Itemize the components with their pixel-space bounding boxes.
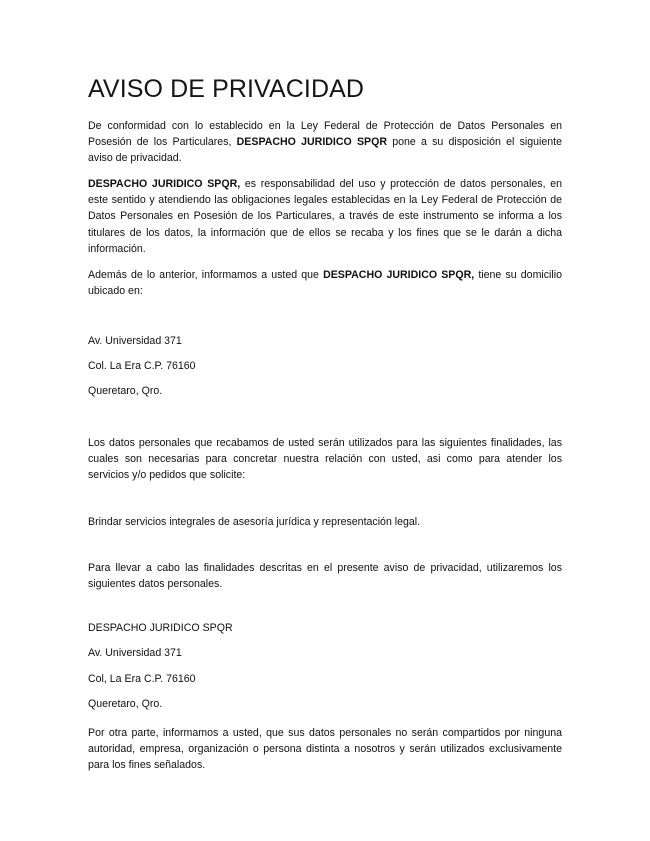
company-name-line: DESPACHO JURIDICO SPQR bbox=[88, 622, 233, 635]
paragraph-responsibility-text: es responsabilidad del uso y protección de datos personales, en este sentido y atendiendo las obligaciones legales establecidas en la Ley Federal de Protección de Datos Personales en Posesión de los Particulares, a través de este instrumento se informa a los titulares de los datos, la información que de ellos se recaba y los fines que se le darán a dicha información. bbox=[88, 178, 562, 255]
spacer bbox=[88, 530, 562, 560]
address-block-second bbox=[88, 616, 562, 717]
spacer bbox=[88, 602, 562, 616]
document-body bbox=[88, 74, 562, 783]
paragraph-intro bbox=[88, 118, 562, 166]
spacer bbox=[88, 717, 562, 725]
company-name-bold: DESPACHO JURIDICO SPQR, bbox=[323, 268, 475, 281]
company-name-bold: DESPACHO JURIDICO SPQR bbox=[236, 136, 387, 149]
address-line: Queretaro, Qro. bbox=[88, 385, 163, 398]
address-line: Col, La Era C.P. 76160 bbox=[88, 672, 196, 685]
paragraph-sharing-notice: Por otra parte, informamos a usted, que sus datos personales no serán compartidos por ninguna autoridad, empresa, organización o persona distinta a nosotros y serán utilizados exclusivamente para los fines señalados. bbox=[88, 726, 562, 772]
paragraph-responsibility bbox=[88, 176, 562, 256]
address-line: Col. La Era C.P. 76160 bbox=[88, 360, 196, 373]
paragraph-data-intro: Para llevar a cabo las finalidades descritas en el presente aviso de privacidad, utilizaremos los siguientes datos personales. bbox=[88, 561, 562, 591]
spacer bbox=[88, 308, 562, 329]
purpose-item: Brindar servicios integrales de asesoría jurídica y representación legal. bbox=[88, 515, 421, 528]
company-name-bold: DESPACHO JURIDICO SPQR, bbox=[88, 178, 241, 191]
paragraph-intro-text-1: De conformidad con lo establecido en la Ley Federal de Protección de Datos Personales en Posesión de los Particulares, bbox=[88, 120, 562, 149]
spacer bbox=[88, 405, 562, 435]
spacer bbox=[88, 493, 562, 514]
address-line: Queretaro, Qro. bbox=[88, 697, 163, 710]
address-line: Av. Universidad 371 bbox=[88, 334, 182, 347]
page-title: AVISO DE PRIVACIDAD bbox=[88, 75, 365, 103]
paragraph-domicile bbox=[88, 267, 562, 299]
paragraph-purposes-intro: Los datos personales que recabamos de usted serán utilizados para las siguientes finalidades, las cuales son necesarias para concretar nuestra relación con usted, asi como para atender los servicios y/o pedidos que solicite: bbox=[88, 436, 562, 481]
paragraph-intro-text-2: pone a su disposición el siguiente aviso de privacidad. bbox=[88, 136, 562, 165]
paragraph-domicile-text-1: Además de lo anterior, informamos a usted que bbox=[88, 268, 324, 281]
paragraph-domicile-text-2: tiene su domicilio ubicado en: bbox=[88, 268, 563, 297]
address-block-first bbox=[88, 329, 562, 405]
address-line: Av. Universidad 371 bbox=[88, 647, 182, 660]
